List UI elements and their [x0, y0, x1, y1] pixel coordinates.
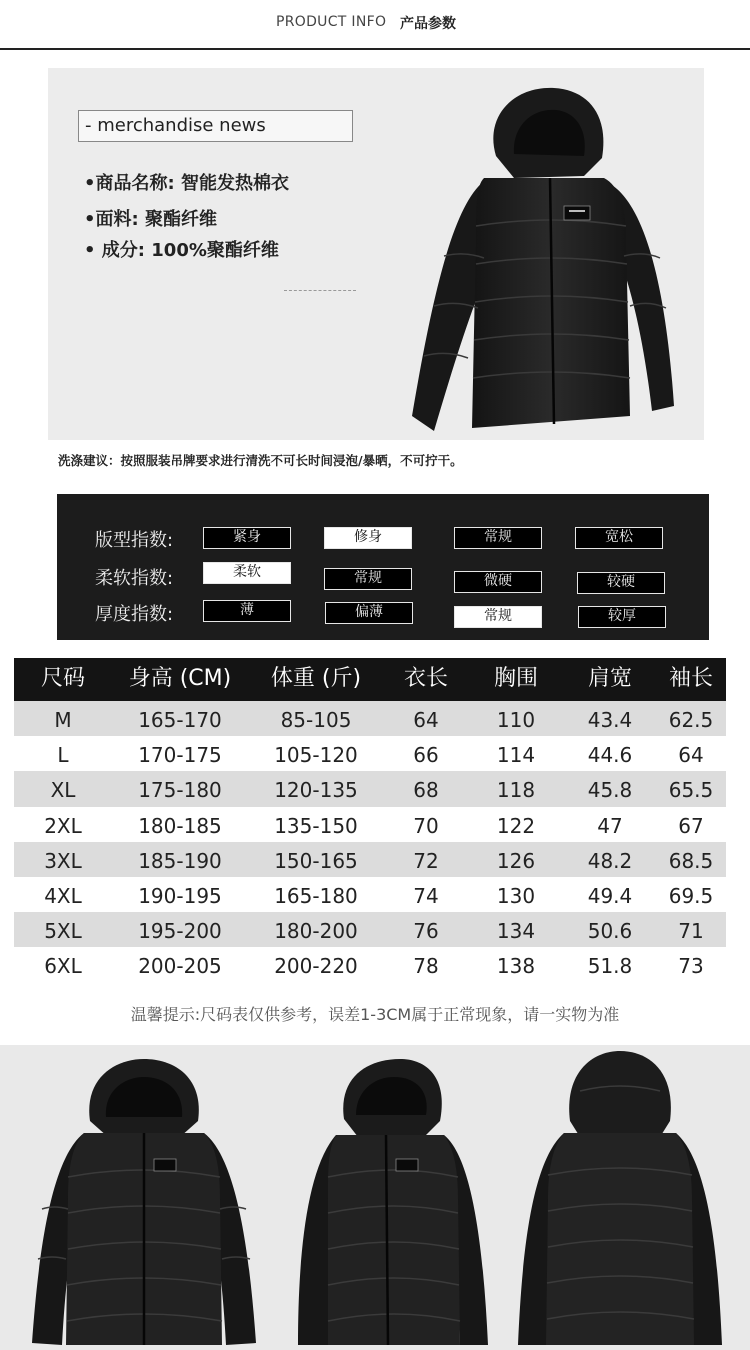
- table-cell: 51.8: [587, 954, 633, 979]
- attribute-value: 智能发热棉衣: [180, 173, 289, 194]
- table-cell: 45.8: [587, 778, 633, 803]
- table-cell: 4XL: [44, 883, 82, 908]
- index-label-fit: 版型指数:: [95, 530, 174, 551]
- table-cell: 185-190: [138, 848, 222, 873]
- table-cell: 190-195: [138, 883, 222, 908]
- column-header: 肩宽: [587, 666, 632, 691]
- thickness-option: 薄: [203, 600, 291, 622]
- table-cell: 68.5: [668, 848, 714, 873]
- table-cell: 195-200: [138, 919, 222, 944]
- table-cell: 48.2: [587, 848, 633, 873]
- table-cell: 64: [678, 743, 704, 768]
- fit-option: 紧身: [203, 527, 291, 549]
- table-cell: 71: [678, 919, 704, 944]
- size-tip: 温馨提示:尺码表仅供参考，误差1-3CM属于正常现象，请一实物为准: [130, 1005, 620, 1024]
- jacket-back-image: [510, 1051, 730, 1345]
- table-row: [14, 947, 726, 982]
- header-title-zh: 产品参数: [400, 16, 456, 32]
- table-cell: 43.4: [587, 708, 633, 732]
- table-cell: 165-180: [274, 883, 358, 908]
- table-cell: 180-185: [138, 813, 222, 838]
- table-cell: 175-180: [138, 778, 222, 803]
- table-cell: 62.5: [668, 708, 714, 732]
- product-photos: [0, 1045, 750, 1350]
- table-cell: 150-165: [274, 848, 358, 873]
- table-cell: 64: [413, 708, 439, 732]
- table-cell: 67: [678, 813, 704, 838]
- index-panel: [57, 494, 709, 640]
- table-cell: 114: [496, 743, 536, 768]
- table-cell: 170-175: [138, 743, 222, 768]
- thickness-option-selected: 常规: [454, 606, 542, 628]
- attribute-key: • 成分:: [84, 240, 145, 261]
- table-cell: 6XL: [44, 954, 82, 979]
- column-header: 体重 (斤): [270, 666, 362, 691]
- attribute-key: •商品名称:: [84, 173, 175, 194]
- softness-option-selected: 柔软: [203, 562, 291, 584]
- table-cell: 134: [496, 919, 536, 944]
- fit-option-selected: 修身: [324, 527, 412, 549]
- softness-option: 微硬: [454, 571, 542, 593]
- attribute-composition: [84, 236, 279, 262]
- column-header: 胸围: [493, 666, 538, 691]
- attribute-key: •面料:: [84, 209, 139, 230]
- thickness-option: 偏薄: [325, 602, 413, 624]
- jacket-hero-image: [404, 86, 684, 431]
- fit-option: 常规: [454, 527, 542, 549]
- column-header: 尺码: [40, 666, 85, 691]
- table-cell: 138: [496, 954, 536, 979]
- table-cell: 200-220: [274, 954, 358, 979]
- table-cell: 85-105: [280, 708, 352, 732]
- table-header: [14, 658, 726, 701]
- table-cell: 5XL: [44, 919, 82, 944]
- table-row: [14, 701, 726, 736]
- header-title-en: PRODUCT INFO: [276, 14, 387, 30]
- attribute-value: 聚酯纤维: [144, 209, 217, 230]
- table-row: [14, 736, 726, 771]
- table-cell: 73: [678, 954, 704, 979]
- table-row: [14, 771, 726, 806]
- index-label-softness: 柔软指数:: [95, 568, 174, 589]
- table-cell: 122: [496, 813, 536, 838]
- column-header: 袖长: [668, 666, 713, 691]
- fit-option: 宽松: [575, 527, 663, 549]
- table-cell: 76: [413, 919, 439, 944]
- jacket-side-image: [288, 1059, 498, 1345]
- header-bar: [0, 0, 750, 50]
- table-cell: 2XL: [44, 813, 82, 838]
- table-cell: 118: [496, 778, 536, 803]
- table-cell: 3XL: [44, 848, 82, 873]
- dashed-divider: [284, 290, 356, 291]
- softness-option: 常规: [324, 568, 412, 590]
- table-cell: M: [54, 708, 72, 732]
- table-cell: 165-170: [138, 708, 222, 732]
- attribute-value: 100%聚酯纤维: [151, 240, 279, 261]
- table-cell: 68: [413, 778, 439, 803]
- table-cell: 74: [413, 883, 439, 908]
- table-cell: 49.4: [587, 883, 633, 908]
- table-cell: 200-205: [138, 954, 222, 979]
- table-cell: L: [57, 743, 69, 768]
- table-cell: 65.5: [668, 778, 714, 803]
- table-cell: 69.5: [668, 883, 714, 908]
- column-header: 衣长: [403, 666, 448, 691]
- table-cell: 72: [413, 848, 439, 873]
- product-info-panel: [48, 68, 704, 440]
- merchandise-news-label: - merchandise news: [78, 110, 353, 142]
- table-cell: 180-200: [274, 919, 358, 944]
- jacket-front-image: [28, 1059, 260, 1345]
- size-table: [14, 658, 726, 983]
- table-cell: 66: [413, 743, 439, 768]
- table-cell: 47: [597, 813, 623, 838]
- table-row: [14, 807, 726, 842]
- table-row: [14, 842, 726, 877]
- table-cell: 105-120: [274, 743, 358, 768]
- table-cell: 44.6: [587, 743, 633, 768]
- attribute-product-name: [84, 169, 289, 195]
- softness-option: 较硬: [577, 572, 665, 594]
- table-cell: 50.6: [587, 919, 633, 944]
- table-cell: 110: [496, 708, 536, 732]
- table-cell: 135-150: [274, 813, 358, 838]
- table-cell: 130: [496, 883, 536, 908]
- table-row: [14, 877, 726, 912]
- thickness-option: 较厚: [578, 606, 666, 628]
- table-cell: 120-135: [274, 778, 358, 803]
- column-header: 身高 (CM): [128, 666, 232, 691]
- table-cell: 70: [413, 813, 439, 838]
- table-cell: 78: [413, 954, 439, 979]
- wash-advice: 洗涤建议：按照服装吊牌要求进行清洗不可长时间浸泡/暴晒，不可拧干。: [58, 453, 463, 468]
- table-cell: 126: [496, 848, 536, 873]
- table-cell: XL: [50, 778, 76, 803]
- index-label-thickness: 厚度指数:: [95, 604, 174, 625]
- attribute-fabric: [84, 205, 217, 231]
- table-row: [14, 912, 726, 947]
